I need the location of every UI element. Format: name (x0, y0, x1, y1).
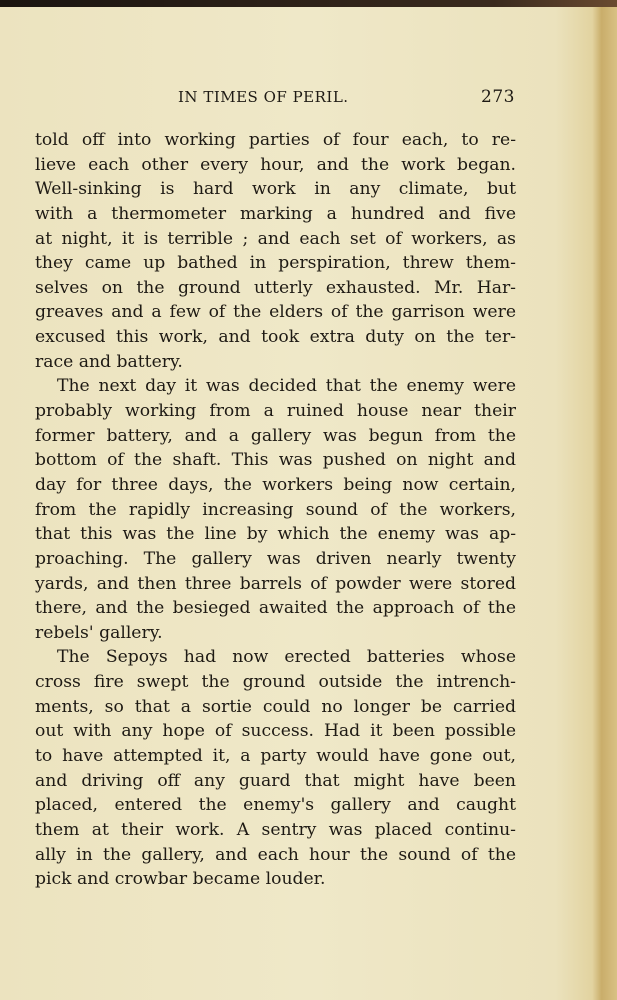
paragraph (35, 128, 516, 374)
text-line: pick and crowbar became louder. (35, 869, 326, 890)
text-line: day for three days, the workers being now certain, (35, 474, 516, 495)
text-line: placed, entered the enemy's gallery and caught (35, 795, 516, 816)
text-line: that this was the line by which the enemy was ap- (35, 524, 516, 545)
text-line: proaching. The gallery was driven nearly twenty (35, 548, 516, 569)
text-line: there, and the besieged awaited the approach of the (35, 598, 516, 619)
text-line: former battery, and a gallery was begun from the (35, 425, 516, 446)
text-line: lieve each other every hour, and the work began. (35, 154, 516, 175)
text-line: selves on the ground utterly exhausted. Mr. Har- (35, 277, 516, 298)
page-header (0, 88, 617, 108)
text-line: to have attempted it, a party would have gone out, (35, 746, 516, 767)
text-line: from the rapidly increasing sound of the workers, (35, 499, 516, 520)
text-line: The Sepoys had now erected batteries whose (57, 647, 516, 668)
text-line: and driving off any guard that might have been (35, 770, 516, 791)
text-line: ally in the gallery, and each hour the sound of the (35, 844, 516, 865)
text-line: race and battery. (35, 351, 183, 372)
text-line: probably working from a ruined house near their (35, 401, 516, 422)
text-line: greaves and a few of the elders of the garrison were (35, 302, 516, 323)
text-line: ments, so that a sortie could no longer be carried (35, 696, 516, 717)
page-body (35, 128, 516, 892)
text-line: they came up bathed in perspiration, threw them- (35, 253, 516, 274)
text-line: excused this work, and took extra duty on the ter- (35, 327, 516, 348)
text-line: Well-sinking is hard work in any climate, but (35, 179, 516, 200)
text-line: cross fire swept the ground outside the intrench- (35, 672, 516, 693)
paragraph (35, 374, 516, 645)
text-line: with a thermometer marking a hundred and five (35, 203, 516, 224)
text-line: told off into working parties of four each, to re- (35, 130, 516, 150)
running-title: IN TIMES OF PERIL. (178, 88, 349, 106)
text-line: at night, it is terrible ; and each set of workers, as (35, 228, 516, 249)
text-line: out with any hope of success. Had it been possible (35, 721, 516, 742)
paragraph (35, 645, 516, 891)
text-line: rebels' gallery. (35, 622, 163, 643)
text-line: The next day it was decided that the enemy were (57, 376, 516, 397)
text-line: yards, and then three barrels of powder were stored (35, 573, 516, 594)
book-edge (0, 0, 617, 7)
text-line: them at their work. A sentry was placed continu- (35, 819, 516, 840)
page-number: 273 (481, 87, 515, 107)
text-line: bottom of the shaft. This was pushed on night and (35, 450, 516, 471)
